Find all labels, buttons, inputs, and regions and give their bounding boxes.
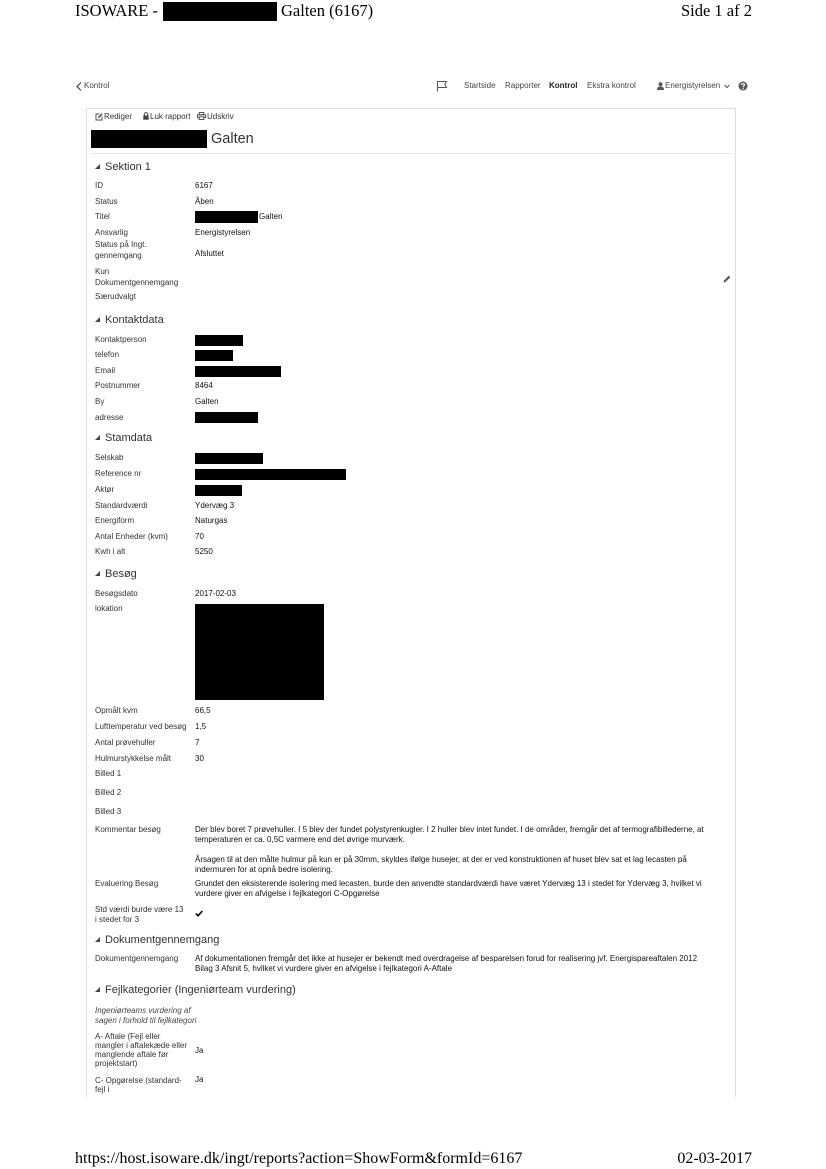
section-title: Besøg bbox=[105, 568, 137, 580]
field-label-kontaktperson: Kontaktperson bbox=[95, 335, 147, 344]
field-label-saerudvalgt: Særudvalgt bbox=[95, 292, 136, 301]
field-label-evaluering: Evaluering Besøg bbox=[95, 879, 159, 888]
field-label-email: Email bbox=[95, 366, 116, 375]
field-value-kommentar-paragraph: Der blev boret 7 prøvehuller. I 5 blev der fundet polystyrenkugler. I 2 huller blev intet fundet. I de områder, fremgår det af termografibillederne, at temperaturen er ca. 0,5C varmere end det øvrige murværk. bbox=[195, 825, 704, 844]
field-value-evaluering: Grundet den eksisterende isolering med lecasten, burde den anvendte standardværdi have været Ydervæg 13 i stedet for Ydervæg 3, hvilket vi vurdere giver en afvigelse i fejlkategori C-Opgørelse bbox=[195, 879, 702, 898]
field-value-titel: Galten bbox=[259, 212, 283, 221]
print-footer-url: https://host.isoware.dk/ingt/reports?action=ShowForm&formId=6167 bbox=[75, 1150, 523, 1167]
chevron-down-icon[interactable] bbox=[724, 84, 730, 89]
field-value-status-ingt: Afsluttet bbox=[195, 249, 224, 258]
section-title: Fejlkategorier (Ingeniørteam vurdering) bbox=[105, 984, 296, 996]
printer-icon[interactable] bbox=[197, 112, 206, 120]
field-value-a-aftale: Ja bbox=[195, 1046, 204, 1055]
field-label-a-aftale: A- Aftale (Fejl eller mangler i aftalekæde eller manglende aftale før projektstart) bbox=[95, 1032, 188, 1068]
redacted-block bbox=[163, 2, 277, 21]
field-label-std-vaerdi: Std værdi burde være 13 i stedet for 3 bbox=[95, 905, 184, 924]
redacted-block bbox=[195, 366, 281, 377]
collapse-triangle-icon[interactable] bbox=[95, 164, 100, 169]
field-value-id: 6167 bbox=[195, 181, 213, 190]
field-label-kwh-i-alt: Kwh i alt bbox=[95, 547, 126, 556]
field-label-lufttemperatur: Lufttemperatur ved besøg bbox=[95, 722, 187, 731]
nav-link-startside[interactable]: Startside bbox=[464, 81, 496, 90]
field-label-ansvarlig: Ansvarlig bbox=[95, 228, 128, 237]
print-footer-date: 02-03-2017 bbox=[677, 1150, 752, 1167]
field-label-adresse: adresse bbox=[95, 413, 124, 422]
section-heading-besoeg[interactable] bbox=[95, 567, 137, 581]
page-title: Galten bbox=[211, 131, 254, 147]
section-title: Stamdata bbox=[105, 432, 153, 444]
pencil-icon[interactable] bbox=[723, 275, 731, 283]
field-value-energiform: Naturgas bbox=[195, 516, 228, 525]
flag-icon[interactable] bbox=[436, 80, 448, 92]
nav-link-kontrol[interactable]: Kontrol bbox=[549, 81, 578, 90]
field-value-kommentar-paragraph: Årsagen til at den målte hulmur på kun er på 30mm, skyldes ifølge husejer, at der er ved konstruktionen af huset blev sat et lag lecasten på indermuren for at opnå bedre isolering. bbox=[195, 855, 687, 874]
section-heading-fejlkategorier[interactable] bbox=[95, 983, 296, 997]
redacted-map bbox=[195, 604, 324, 700]
field-label-dokumentgennemgang: Dokumentgennemgang bbox=[95, 954, 179, 963]
field-value-dokumentgennemgang: Af dokumentationen fremgår det ikke at husejer er bekendt med overdragelse af besparelsen forud for realisering jvf. Energispareaftalen 2012 Bilag 3 Afsnit 5, hvilket vi vurdere giver en afvigelse i fejlkategori A-Aftale bbox=[195, 954, 698, 973]
field-label-c-opgoerelse: C- Opgørelse (standard- fejl i bbox=[95, 1076, 182, 1094]
chevron-left-icon[interactable] bbox=[76, 82, 82, 91]
section-heading-dokumentgennemgang[interactable] bbox=[95, 933, 219, 947]
collapse-triangle-icon[interactable] bbox=[95, 317, 100, 322]
collapse-triangle-icon[interactable] bbox=[95, 987, 100, 992]
field-label-reference-nr: Reference nr bbox=[95, 469, 142, 478]
field-label-telefon: telefon bbox=[95, 350, 120, 359]
field-value-opmaalt-kvm: 66,5 bbox=[195, 706, 211, 715]
field-label-kun-dokumentgennemgang: Kun Dokumentgennemgang bbox=[95, 267, 179, 287]
nav-link-rapporter[interactable]: Rapporter bbox=[505, 81, 541, 90]
edit-button[interactable]: Rediger bbox=[104, 112, 133, 121]
section-title: Sektion 1 bbox=[105, 161, 151, 173]
redacted-block bbox=[195, 412, 258, 423]
field-label-aktoer: Aktør bbox=[95, 485, 115, 494]
field-label-billed-3: Billed 3 bbox=[95, 807, 122, 816]
collapse-triangle-icon[interactable] bbox=[95, 435, 100, 440]
field-value-postnummer: 8464 bbox=[195, 381, 213, 390]
field-value-hulmurstykkelse: 30 bbox=[195, 754, 204, 763]
section-heading-stamdata[interactable] bbox=[95, 431, 152, 445]
field-label-energiform: Energiform bbox=[95, 516, 135, 525]
user-menu[interactable]: Energistyrelsen bbox=[665, 81, 721, 90]
field-value-besoegsdato: 2017-02-03 bbox=[195, 589, 236, 598]
print-button[interactable]: Udskriv bbox=[207, 112, 234, 121]
edit-icon[interactable] bbox=[95, 113, 103, 121]
field-value-status: Åben bbox=[195, 197, 214, 206]
section-title: Kontaktdata bbox=[105, 314, 164, 326]
redacted-block bbox=[91, 130, 207, 148]
field-label-besoegsdato: Besøgsdato bbox=[95, 589, 138, 598]
field-label-kommentar: Kommentar besøg bbox=[95, 825, 161, 834]
help-icon[interactable] bbox=[738, 81, 748, 91]
lock-icon[interactable] bbox=[143, 112, 149, 120]
field-value-standardvaerdi: Ydervæg 3 bbox=[195, 501, 235, 510]
field-label-hulmurstykkelse: Hulmurstykkelse målt bbox=[95, 754, 172, 763]
redacted-block bbox=[195, 485, 242, 496]
field-label-antal-enheder: Antal Enheder (kvm) bbox=[95, 532, 168, 541]
print-header-page-number: Side 1 af 2 bbox=[680, 1, 752, 20]
field-label-status: Status bbox=[95, 197, 118, 206]
field-label-by: By bbox=[95, 397, 105, 406]
field-label-titel: Titel bbox=[95, 212, 110, 221]
field-value-kwh-i-alt: 5250 bbox=[195, 547, 213, 556]
field-value-by: Galten bbox=[195, 397, 219, 406]
redacted-block bbox=[195, 350, 233, 361]
field-value-antal-enheder: 70 bbox=[195, 532, 204, 541]
field-value-antal-proevehuller: 7 bbox=[195, 738, 200, 747]
redacted-block bbox=[195, 469, 346, 480]
nav-link-ekstra-kontrol[interactable]: Ekstra kontrol bbox=[587, 81, 636, 90]
print-header-title-prefix: ISOWARE - bbox=[75, 1, 158, 20]
report-panel bbox=[86, 108, 736, 1097]
fejlkategorier-intro: Ingeniørteams vurdering af sagen i forhold til fejlkategori bbox=[95, 1006, 197, 1025]
field-value-lufttemperatur: 1,5 bbox=[195, 722, 207, 731]
field-label-postnummer: Postnummer bbox=[95, 381, 141, 390]
field-label-billed-1: Billed 1 bbox=[95, 769, 122, 778]
section-heading-sektion-1[interactable] bbox=[95, 160, 151, 174]
redacted-block bbox=[195, 211, 258, 223]
field-label-status-ingt: Status på Ingt. gennemgang bbox=[95, 240, 147, 260]
redacted-block bbox=[195, 335, 243, 346]
field-value-ansvarlig: Energistyrelsen bbox=[195, 228, 251, 237]
user-icon bbox=[657, 82, 664, 90]
redacted-block bbox=[195, 453, 263, 464]
collapse-triangle-icon[interactable] bbox=[95, 937, 100, 942]
divider bbox=[91, 153, 733, 154]
field-value-c-opgoerelse: Ja bbox=[195, 1075, 204, 1084]
section-title: Dokumentgennemgang bbox=[105, 934, 220, 946]
checkmark-icon bbox=[195, 910, 203, 917]
field-label-id: ID bbox=[95, 181, 103, 190]
print-header-title-suffix: Galten (6167) bbox=[281, 1, 374, 20]
section-heading-kontaktdata[interactable] bbox=[95, 313, 164, 327]
field-label-standardvaerdi: Standardværdi bbox=[95, 501, 148, 510]
back-link[interactable]: Kontrol bbox=[84, 81, 110, 90]
field-label-opmaalt-kvm: Opmålt kvm bbox=[95, 706, 138, 715]
collapse-triangle-icon[interactable] bbox=[95, 571, 100, 576]
field-label-lokation: lokation bbox=[95, 604, 123, 613]
field-label-antal-proevehuller: Antal prøvehuller bbox=[95, 738, 156, 747]
field-label-billed-2: Billed 2 bbox=[95, 788, 122, 797]
close-report-button[interactable]: Luk rapport bbox=[150, 112, 191, 121]
field-label-selskab: Selskab bbox=[95, 453, 124, 462]
